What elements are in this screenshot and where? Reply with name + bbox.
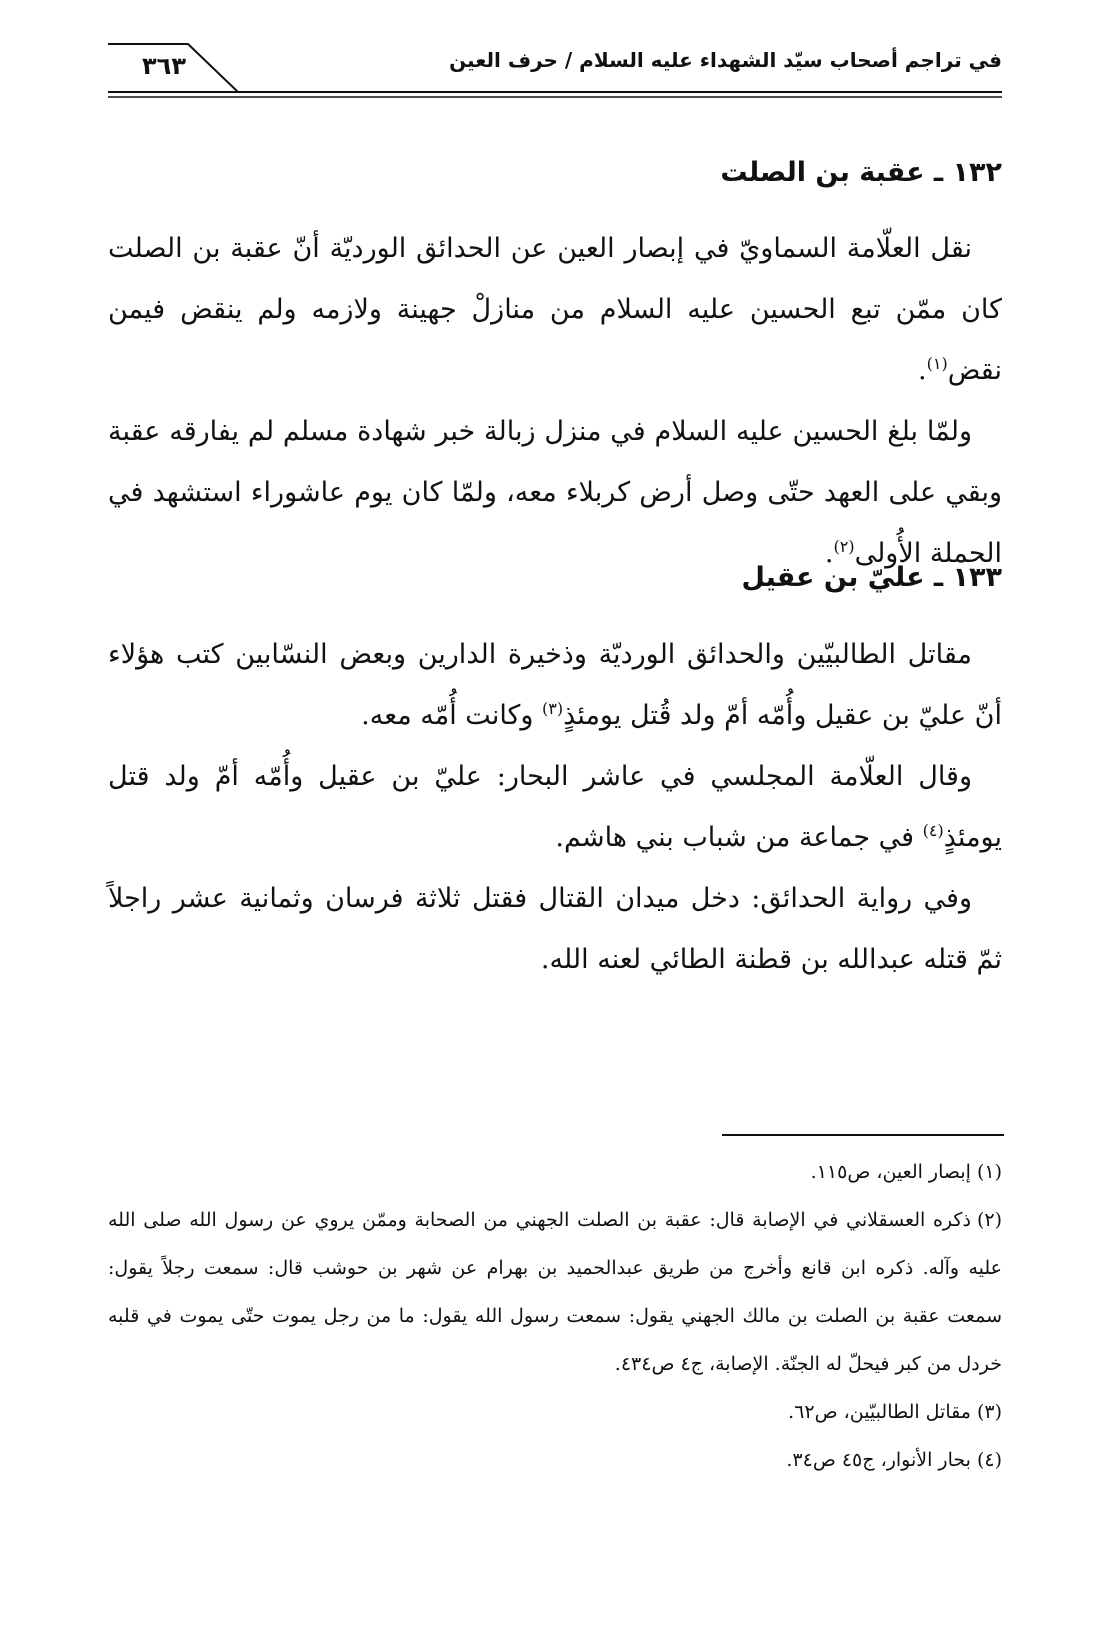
footnote-ref-4[interactable]: (٤): [922, 821, 944, 840]
paragraph: [108, 624, 1002, 746]
footnote-2: [108, 1196, 1002, 1388]
footnote-text: إبصار العين، ص١١٥.: [810, 1161, 971, 1183]
page-number: ٣٦٣: [142, 52, 186, 80]
paragraph-text-end: وكانت أُمّه معه.: [361, 700, 543, 731]
footnote-number: (١): [976, 1161, 1002, 1183]
running-header-title: في تراجم أصحاب سيّد الشهداء عليه السلام / حرف العين: [449, 48, 1002, 72]
paragraph-text: وقال العلّامة المجلسي في عاشر البحار: عليّ بن عقيل وأُمّه أمّ ولد قتل يومئذٍ: [108, 761, 1002, 853]
paragraph-text: وفي رواية الحدائق: دخل ميدان القتال فقتل ثلاثة فرسان وثمانية عشر راجلاً ثمّ قتله عبدالله بن قطنة الطائي لعنه الله.: [108, 883, 1002, 975]
footnote-text: بحار الأنوار، ج٤٥ ص٣٤.: [786, 1449, 971, 1471]
paragraph-text-end: .: [918, 355, 927, 386]
footnote-ref-1[interactable]: (١): [926, 354, 948, 373]
footnotes: [108, 1148, 1002, 1484]
section-heading-133: ١٣٣ ـ عليّ بن عقيل: [741, 562, 1002, 593]
paragraph-text-end: .: [824, 538, 834, 569]
footnote-text: ذكره العسقلاني في الإصابة قال: عقبة بن الصلت الجهني من الصحابة وممّن يروي عن رسول الله صلى الله عليه وآله. ذكره ابن قانع وأخرج من طريق عبدالحميد بن بهرام عن شهر بن حوشب قال: سمعت رجلاً يقول: سمعت عقبة بن الصلت بن مالك الجهني يقول: سمعت رسول الله يقول: ما من رجل يموت حتّى يموت في قلبه خردل من كبر فيحلّ له الجنّة. الإصابة، ج٤ ص٤٣٤.: [108, 1209, 1002, 1375]
footnote-separator: [722, 1134, 1004, 1136]
footnote-ref-2[interactable]: (٢): [833, 537, 855, 556]
paragraph: [108, 868, 1002, 990]
paragraph-text-end: في جماعة من شباب بني هاشم.: [555, 822, 923, 853]
paragraph: [108, 746, 1002, 868]
paragraph: [108, 401, 1002, 584]
section-heading-132: ١٣٢ ـ عقبة بن الصلت: [720, 157, 1002, 188]
paragraph-text: مقاتل الطالبيّين والحدائق الورديّة وذخيرة الدارين وبعض النسّابين كتب هؤلاء أنّ عليّ بن عقيل وأُمّه أمّ ولد قُتل يومئذٍ: [108, 639, 1002, 731]
paragraph-text: نقل العلّامة السماويّ في إبصار العين عن الحدائق الورديّة أنّ عقبة بن الصلت كان ممّن تبع الحسين عليه السلام من منازلْ جهينة ولازمه ولم ينقض فيمن نقض: [108, 233, 1002, 386]
footnote-number: (٤): [976, 1449, 1002, 1471]
footnote-number: (٢): [976, 1209, 1002, 1231]
footnote-4: [108, 1436, 1002, 1484]
paragraph-text: ولمّا بلغ الحسين عليه السلام في منزل زبالة خبر شهادة مسلم لم يفارقه عقبة وبقي على العهد حتّى وصل أرض كربلاء معه، ولمّا كان يوم عاشوراء استشهد في الحملة الأُولى: [108, 416, 1002, 569]
footnote-ref-3[interactable]: (٣): [542, 699, 564, 718]
paragraph: [108, 218, 1002, 401]
section-body-133: [108, 624, 1002, 990]
footnote-number: (٣): [976, 1401, 1002, 1423]
footnote-3: [108, 1388, 1002, 1436]
footnote-1: [108, 1148, 1002, 1196]
running-header: [108, 40, 1002, 102]
footnote-text: مقاتل الطالبيّين، ص٦٢.: [788, 1401, 971, 1423]
section-body-132: [108, 218, 1002, 584]
